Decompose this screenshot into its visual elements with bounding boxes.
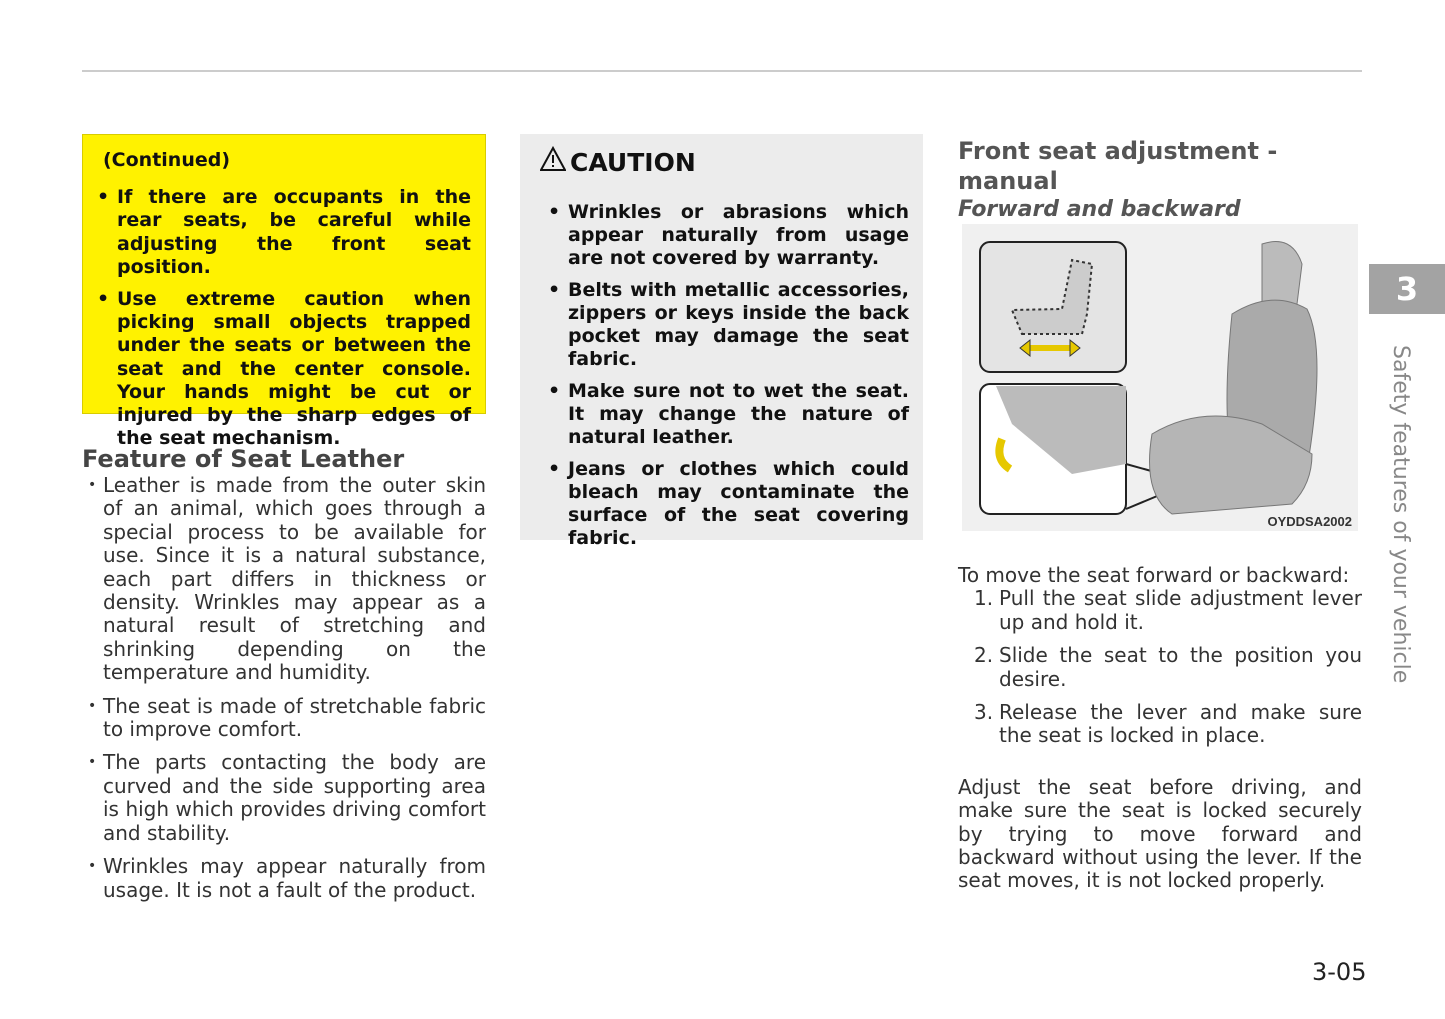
step-number: 2. [974,643,994,668]
step-item [958,701,1362,748]
caution-item: • Jeans or clothes which could bleach may contaminate the surface of the seat covering fabric. [554,458,909,550]
warning-item: • If there are occupants in the rear seats, be careful while adjusting the front seat position. [103,186,471,279]
step-item [958,587,1362,634]
caution-item: • Belts with metallic accessories, zippers or keys inside the back pocket may damage the seat fabric. [554,279,909,371]
seat-adjust-body [958,564,1362,893]
chapter-title: Safety features of your vehicle [1388,345,1413,684]
list-item: • The parts contacting the body are curved and the side supporting area is high which provides driving comfort and stability. [82,751,486,845]
chapter-tab: 3 [1369,264,1445,314]
intro-text: To move the seat forward or backward: [958,563,1350,587]
caution-item: • Make sure not to wet the seat. It may change the nature of natural leather. [554,380,909,449]
warning-box [82,134,486,450]
warning-item: • Use extreme caution when picking small objects trapped under the seats or between the seat and the center console. Your hands might be cut or injured by the sharp edges of the seat mechanism. [103,288,471,450]
list-item: • Wrinkles may appear naturally from usage. It is not a fault of the product. [82,855,486,902]
section-heading: Front seat adjustment - manual [958,137,1278,195]
continued-label: (Continued) [103,149,231,171]
caution-item: • Wrinkles or abrasions which appear naturally from usage are not covered by warranty. [554,201,909,270]
section-subheading: Forward and backward [958,197,1241,222]
list-item: • The seat is made of stretchable fabric to improve comfort. [82,695,486,742]
leather-section [82,444,486,912]
seat-adjust-header [958,136,1362,224]
step-text: Release the lever and make sure the seat is locked in place. [999,700,1362,748]
caution-box [520,134,923,549]
figure-code: OYDDSA2002 [1267,514,1352,529]
page-number: 3-05 [1312,958,1367,986]
step-item [958,644,1362,691]
header-rule [82,70,1362,72]
step-number: 3. [974,700,994,725]
seat-illustration [962,224,1358,531]
warning-triangle-icon [540,146,566,179]
step-number: 1. [974,586,994,611]
list-item: • Leather is made from the outer skin of an animal, which goes through a special process to be available for use. Since it is a natural substance, each part differs in thickness or density. Wrinkles may appear as a natural result of stretching and shrinking depending on the temperature and humidity. [82,474,486,685]
caution-title: CAUTION [570,147,696,177]
step-text: Pull the seat slide adjustment lever up and hold it. [999,586,1362,634]
section-heading: Feature of Seat Leather [82,445,405,473]
note-text: Adjust the seat before driving, and make sure the seat is locked securely by trying to move forward and backward without using the lever. If the seat moves, it is not locked properly. [958,774,1362,893]
step-text: Slide the seat to the position you desire. [999,643,1362,691]
